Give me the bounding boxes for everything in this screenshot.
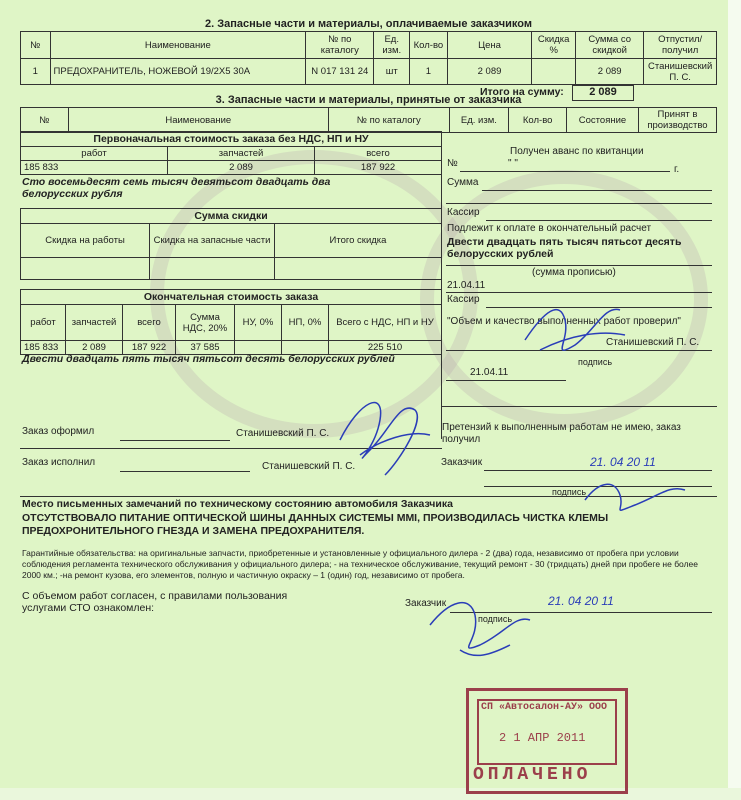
agreement-text: С объемом работ согласен, с правилами пользования услугами СТО ознакомлен: (22, 590, 288, 614)
order-placed-name: Станишевский П. С. (236, 428, 330, 439)
right-date-1: 21.04.11 (447, 280, 486, 291)
signature-scribble-4 (420, 585, 540, 665)
date2-line (446, 380, 566, 381)
order-executed-label: Заказ исполнил (22, 457, 96, 468)
final-cost-title: Окончательная стоимость заказа (21, 290, 442, 305)
sum-in-words-label: (сумма прописью) (532, 267, 616, 278)
final-value-vat: 37 585 (176, 341, 235, 355)
section2-title: 2. Запасные части и материалы, оплачиваемые заказчиком (205, 18, 532, 30)
order-executed-line (120, 471, 250, 472)
cashier1-line (486, 220, 712, 221)
row-price: 2 089 (447, 59, 532, 85)
initial-cost-words: Сто восемьдесят семь тысяч девятьсот двадцать два белорусских рубля (22, 176, 331, 200)
cashier2-label: Кассир (447, 294, 480, 305)
row-discount (532, 59, 576, 85)
total-value: 2 089 (589, 86, 617, 98)
bottom-customer-date: 21. 04 20 11 (548, 594, 614, 608)
s3-col-unit: Ед. изм. (449, 108, 509, 133)
col-discount: Скидка % (532, 32, 576, 59)
s3-col-catalog: № по каталогу (328, 108, 449, 133)
stamp-status: ОПЛАЧЕНО (473, 765, 592, 785)
initial-header-total: всего (315, 147, 442, 161)
final-header-nu: НУ, 0% (235, 305, 282, 341)
signature-scribble-2 (520, 290, 630, 370)
initial-cost-title: Первоначальная стоимость заказа без НДС, НП и НУ (21, 132, 442, 147)
initial-header-parts: запчастей (168, 147, 315, 161)
remarks-text: ОТСУТСТВОВАЛО ПИТАНИЕ ОПТИЧЕСКОЙ ШИНЫ ДАННЫХ СИСТЕМЫ MMI, ПРОИЗВОДИЛАСЬ ЧИСТКА КЛЕМЫ ПРЕДОХРОНИТЕЛЬНОГО ГНЕЗДА И ЗАМЕНА ПРЕДОХРАНИТЕЛЯ. (22, 512, 609, 537)
final-value-parts: 2 089 (66, 341, 123, 355)
work-checked-label: "Объем и качество выполненных работ проверил" (447, 316, 681, 327)
discount-value-work (21, 258, 150, 280)
s3-col-name: Наименование (68, 108, 328, 133)
row-name: ПРЕДОХРАНИТЕЛЬ, НОЖЕВОЙ 19/2Х5 30А (50, 59, 306, 85)
bottom-customer-label: Заказчик (405, 598, 447, 609)
initial-value-parts: 2 089 (168, 161, 315, 175)
s3-col-num: № (21, 108, 69, 133)
stamp-line1: СП «Автосалон-АУ» ООО (481, 702, 608, 713)
total-label: Итого на сумму: (480, 86, 564, 98)
s3-col-qty: Кол-во (509, 108, 567, 133)
paper-edge (728, 0, 741, 800)
s3-col-state: Состояние (567, 108, 639, 133)
work-checked-name: Станишевский П. С. (606, 337, 700, 348)
initial-cost-table (20, 131, 442, 175)
advance-num-label: № (447, 158, 458, 169)
advance-line (460, 171, 670, 172)
final-cost-words: Двести двадцать пять тысяч пятьсот десять белорусских рублей (22, 353, 395, 365)
initial-value-total: 187 922 (315, 161, 442, 175)
warranty-text: Гарантийные обязательства: на оригинальные запчасти, приобретенные и установленные у официального дилера - 2 (два) года, независимо от пробега при условии соблюдения регламента технического обслуживания у официального дилера; - на техническое обслуживание, текущий ремонт - 30 (тридцать) дней при пробеге не более 2000 км.; -на ремонт кузова, его элементов, полную и частичную окраску – 1 (один) год, независимо от пробега. (22, 548, 699, 580)
final-header-work: работ (21, 305, 66, 341)
section3-table (20, 107, 717, 133)
col-unit: Ед. изм. (374, 32, 410, 59)
signature-scribble-1 (330, 380, 440, 490)
final-header-parts: запчастей (66, 305, 123, 341)
row-qty: 1 (410, 59, 448, 85)
cashier1-label: Кассир (447, 207, 480, 218)
right-customer-label: Заказчик (441, 457, 483, 468)
row-num: 1 (21, 59, 51, 85)
final-header-total: всего (123, 305, 176, 341)
discount-header-work: Скидка на работы (21, 224, 150, 258)
checked-signature-label: подпись (578, 357, 613, 367)
table-row (21, 59, 717, 85)
col-catalog: № по каталогу (306, 32, 374, 59)
col-sum: Сумма со скидкой (576, 32, 644, 59)
final-header-np: НП, 0% (282, 305, 329, 341)
right-customer-date: 21. 04 20 11 (590, 455, 656, 469)
discount-table (20, 208, 442, 280)
col-price: Цена (447, 32, 532, 59)
middle-divider (441, 131, 442, 439)
col-qty: Кол-во (410, 32, 448, 59)
payable-words: Двести двадцать пять тысяч пятьсот десять белорусских рублей (447, 236, 682, 260)
final-value-total: 187 922 (123, 341, 176, 355)
advance-label: Получен аванс по квитанции (510, 146, 644, 157)
col-name: Наименование (50, 32, 306, 59)
discount-title: Сумма скидки (21, 209, 442, 224)
discount-header-parts: Скидка на запасные части (150, 224, 275, 258)
initial-header-work: работ (21, 147, 168, 161)
bottom-sign-label: подпись (478, 614, 513, 624)
row-sum: 2 089 (576, 59, 644, 85)
final-value-grand: 225 510 (329, 341, 442, 355)
discount-header-total: Итого скидка (275, 224, 442, 258)
no-claims-text: Претензий к выполненным работам не имею, заказ получил (442, 422, 681, 445)
section2-table (20, 31, 717, 85)
section3-title: 3. Запасные части и материалы, принятые от заказчика (215, 94, 522, 106)
right-sum-label: Сумма (447, 177, 479, 188)
initial-value-work: 185 833 (21, 161, 168, 175)
order-placed-label: Заказ оформил (22, 426, 95, 437)
signature-scribble-3 (580, 470, 690, 520)
col-issued: Отпустил/ получил (644, 32, 717, 59)
s3-col-accepted: Принят в производство (638, 108, 716, 133)
final-header-vat: Сумма НДС, 20% (176, 305, 235, 341)
row-issued: Станишевский П. С. (644, 59, 717, 85)
row-unit: шт (374, 59, 410, 85)
right-sign-label: подпись (552, 487, 587, 497)
payable-line (446, 265, 712, 266)
final-header-grand: Всего с НДС, НП и НУ (329, 305, 442, 341)
row-catalog: N 017 131 24 (306, 59, 374, 85)
right-sum-line (482, 190, 712, 191)
stamp-date: 2 1 АПР 2011 (499, 731, 586, 745)
payable-label: Подлежит к оплате в окончательный расчет (447, 223, 652, 234)
right-separator (441, 406, 717, 407)
discount-value-parts (150, 258, 275, 280)
paid-stamp (466, 688, 628, 794)
final-cost-table (20, 289, 442, 355)
right-date-2: 21.04.11 (470, 367, 509, 378)
final-value-work: 185 833 (21, 341, 66, 355)
order-placed-line (120, 440, 230, 441)
advance-year-suffix: г. (674, 164, 680, 175)
remarks-title: Место письменных замечаний по техническому состоянию автомобиля Заказчика (22, 498, 453, 510)
col-num: № (21, 32, 51, 59)
paper-bottom (0, 788, 741, 800)
order-executed-name: Станишевский П. С. (262, 461, 356, 472)
advance-date-quotes: " " (508, 158, 518, 169)
discount-value-total (275, 258, 442, 280)
right-line-2 (446, 203, 712, 204)
